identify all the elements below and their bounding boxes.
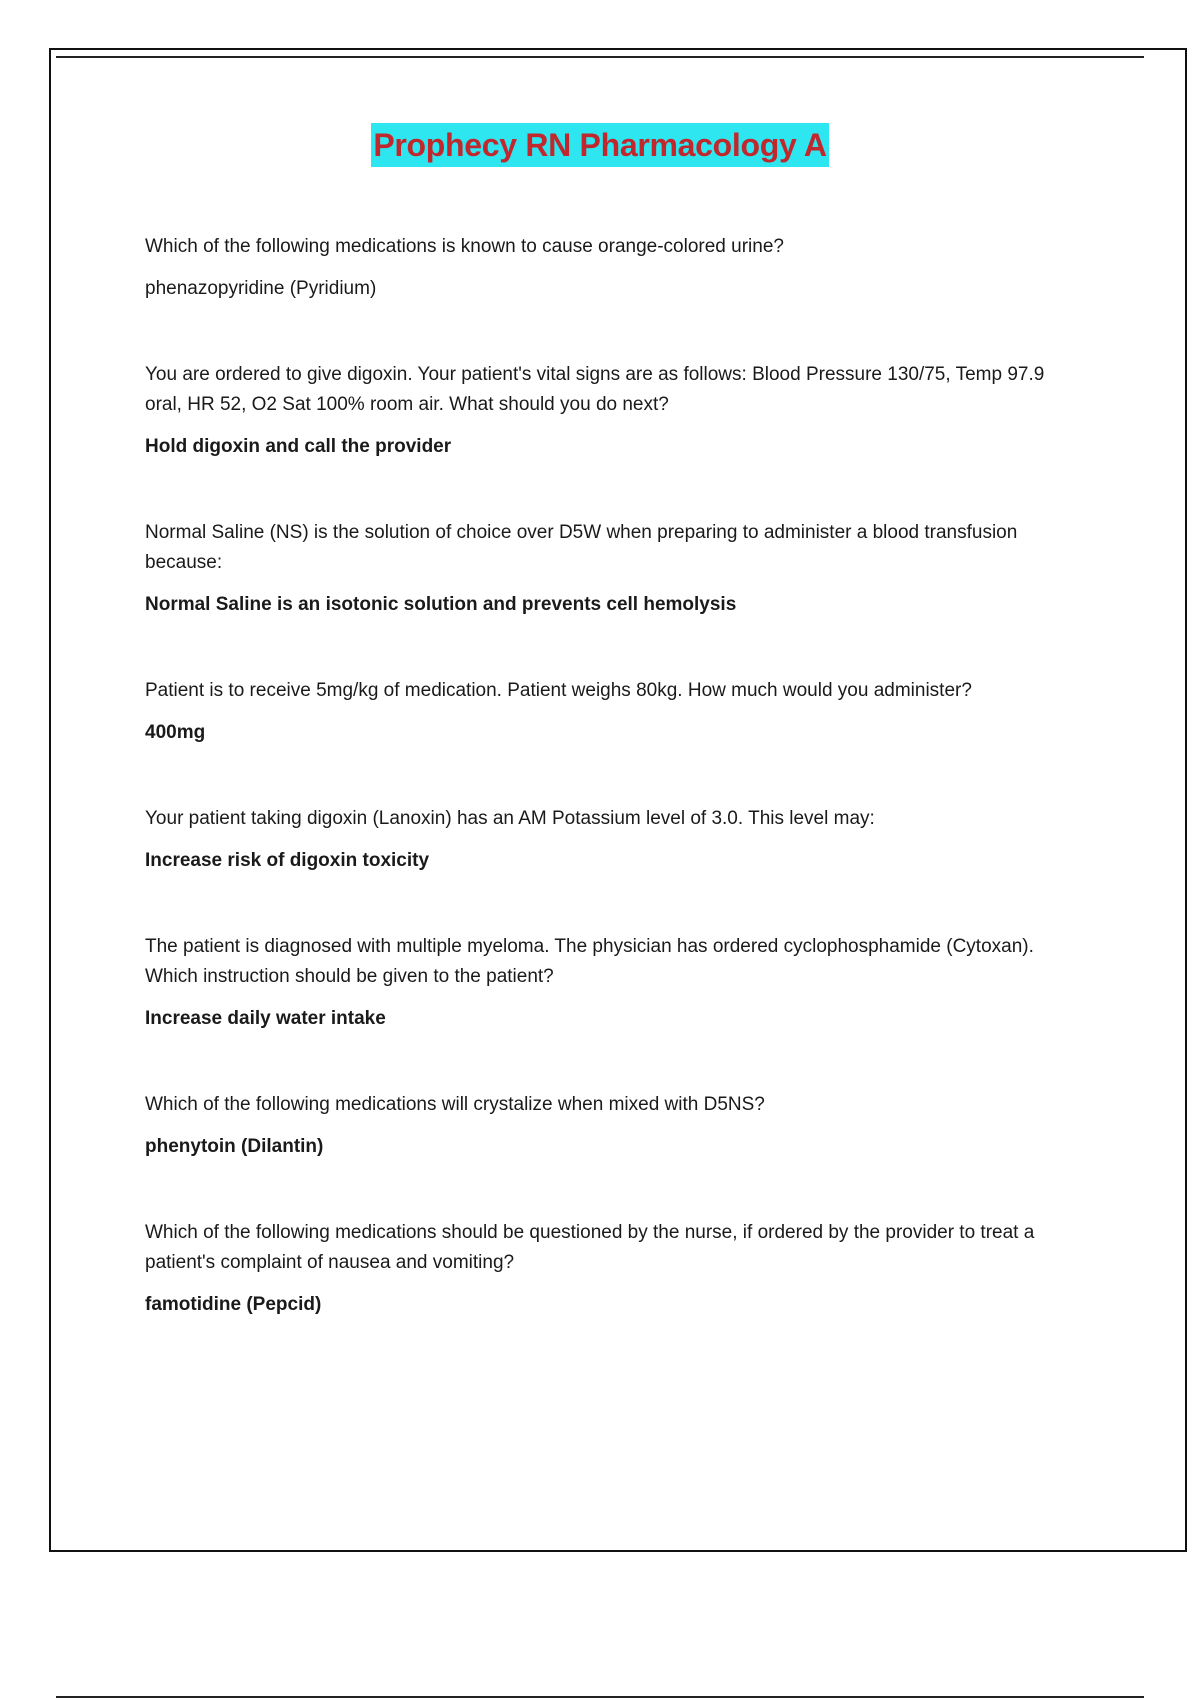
- answer-text: phenytoin (Dilantin): [145, 1136, 324, 1157]
- question-text: Which of the following medications is known to cause orange-colored urine?: [145, 236, 784, 257]
- qa-item: [145, 676, 1085, 746]
- question-text: Which of the following medications will crystalize when mixed with D5NS?: [145, 1094, 765, 1115]
- title-container: [0, 123, 1200, 167]
- answer-text: Hold digoxin and call the provider: [145, 436, 452, 457]
- qa-item: [145, 360, 1085, 460]
- question-answer-list: [145, 232, 1085, 1318]
- document-title: Prophecy RN Pharmacology A: [371, 123, 828, 167]
- answer-text: phenazopyridine (Pyridium): [145, 278, 377, 299]
- question-text: Normal Saline (NS) is the solution of choice over D5W when preparing to administer a blood transfusion because:: [145, 522, 1018, 573]
- answer-text: famotidine (Pepcid): [145, 1294, 322, 1315]
- bottom-rule: [56, 1696, 1144, 1698]
- answer-text: Normal Saline is an isotonic solution and prevents cell hemolysis: [145, 594, 737, 615]
- answer-text: Increase daily water intake: [145, 1008, 386, 1029]
- question-text: Patient is to receive 5mg/kg of medication. Patient weighs 80kg. How much would you administer?: [145, 680, 972, 701]
- question-text: The patient is diagnosed with multiple myeloma. The physician has ordered cyclophosphamide (Cytoxan). Which instruction should be given to the patient?: [145, 936, 1034, 987]
- qa-item: [145, 804, 1085, 874]
- qa-item: [145, 932, 1085, 1032]
- qa-item: [145, 232, 1085, 302]
- question-text: Your patient taking digoxin (Lanoxin) has an AM Potassium level of 3.0. This level may:: [145, 808, 875, 829]
- top-rule: [56, 56, 1144, 58]
- qa-item: [145, 1218, 1085, 1318]
- qa-item: [145, 518, 1085, 618]
- question-text: You are ordered to give digoxin. Your patient's vital signs are as follows: Blood Pressure 130/75, Temp 97.9 oral, HR 52, O2 Sat 100% room air. What should you do next?: [145, 364, 1045, 415]
- answer-text: 400mg: [145, 722, 206, 743]
- question-text: Which of the following medications should be questioned by the nurse, if ordered by the provider to treat a patient's complaint of nausea and vomiting?: [145, 1222, 1035, 1273]
- qa-item: [145, 1090, 1085, 1160]
- answer-text: Increase risk of digoxin toxicity: [145, 850, 430, 871]
